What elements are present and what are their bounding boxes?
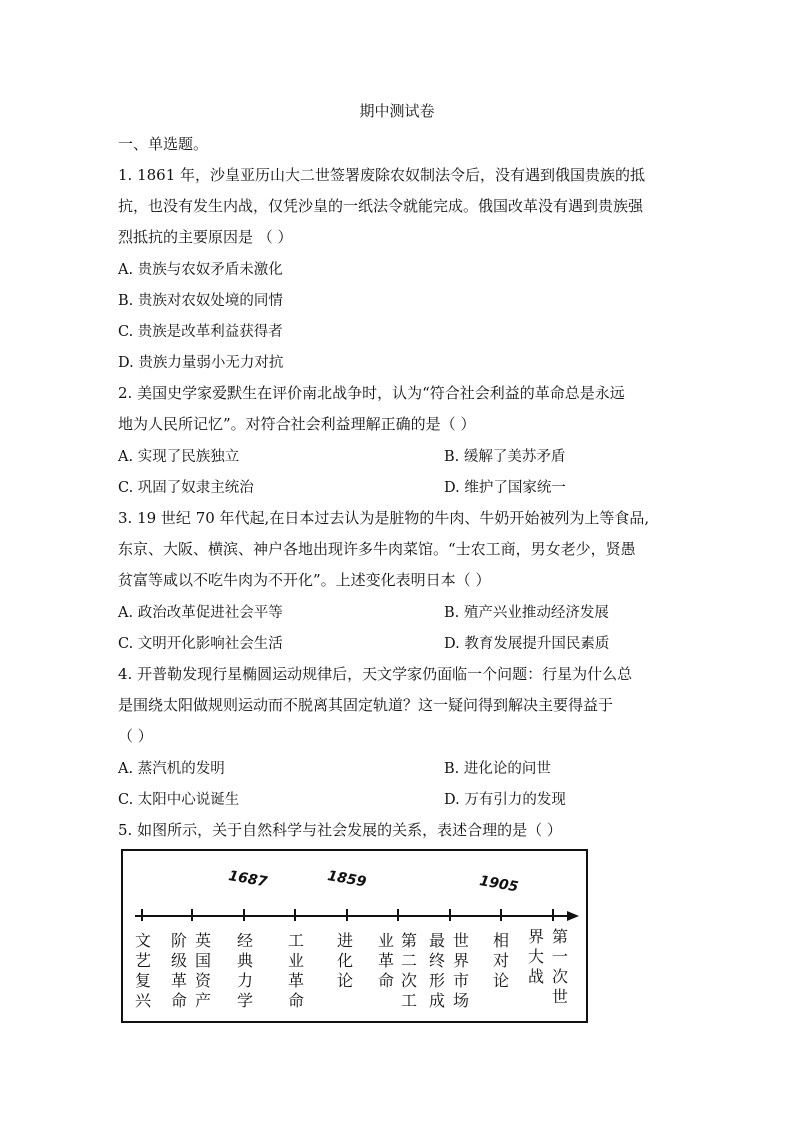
q2-option-d: D. 维护了国家统一 [444, 480, 566, 496]
q2-line-1: 2. 美国史学家爱默生在评价南北战争时，认为“符合社会利益的革命总是永远 [118, 384, 625, 402]
q4-line-3: （ ） [118, 727, 153, 745]
q1-option-a: A. 贵族与农奴矛盾未激化 [118, 262, 283, 278]
q4-option-c: C. 太阳中心说诞生 [118, 792, 240, 808]
q1-line-2: 抗，也没有发生内战，仅凭沙皇的一纸法令就能完成。俄国改革没有遇到贵族强 [118, 197, 644, 215]
year-label-1905: 1905 [478, 873, 520, 896]
q3-line-2: 东京、大阪、横滨、神户各地出现许多牛肉菜馆。“士农工商，男女老少，贤愚 [118, 540, 636, 558]
timeline-label-class-revolution: 阶级革命 [170, 931, 187, 1010]
timeline-label-industry-revolution: 业革命 [377, 931, 394, 990]
q2-line-2: 地为人民所记忆”。对符合社会利益理解正确的是（ ） [118, 415, 476, 433]
section-heading: 一、单选题。 [118, 135, 209, 153]
q3-option-b: B. 殖产兴业推动经济发展 [444, 605, 609, 621]
timeline-figure [121, 849, 588, 1023]
q3-option-c: C. 文明开化影响社会生活 [118, 636, 283, 652]
page-title: 期中测试卷 [359, 102, 435, 120]
q3-line-3: 贫富等咸以不吃牛肉为不开化”。上述变化表明日本（ ） [118, 571, 491, 589]
q4-option-d: D. 万有引力的发现 [444, 792, 566, 808]
arrow-head-icon [567, 911, 579, 921]
q2-option-a: A. 实现了民族独立 [118, 449, 240, 465]
q2-option-c: C. 巩固了奴隶主统治 [118, 480, 254, 496]
q5-line-1: 5. 如图所示，关于自然科学与社会发展的关系，表述合理的是（ ） [118, 821, 562, 839]
q1-line-1: 1. 1861 年，沙皇亚历山大二世签署废除农奴制法令后，没有遇到俄国贵族的抵 [118, 166, 646, 184]
q1-line-3: 烈抵抗的主要原因是 （ ） [118, 228, 293, 246]
year-label-1687: 1687 [227, 868, 269, 891]
q3-line-1: 3. 19 世纪 70 年代起,在日本过去认为是脏物的牛肉、牛奶开始被列为上等食品, [118, 509, 650, 527]
timeline-label-industrial-revolution: 工业革命 [287, 931, 304, 1010]
timeline-label-english-bourgeois: 英国资产 [194, 931, 211, 1010]
timeline-label-second-industrial: 第二次工 [400, 931, 417, 1010]
q4-line-1: 4. 开普勒发现行星椭圆运动规律后，天文学家仍面临一个问题：行星为什么总 [118, 665, 633, 683]
timeline-label-final-formation: 最终形成 [428, 931, 445, 1010]
q1-option-b: B. 贵族对农奴处境的同情 [118, 293, 283, 309]
q4-option-b: B. 进化论的问世 [444, 761, 551, 777]
q4-option-a: A. 蒸汽机的发明 [118, 761, 225, 777]
timeline-label-first-world: 第一次世 [551, 927, 568, 1006]
q1-option-c: C. 贵族是改革利益获得者 [118, 324, 283, 340]
q2-option-b: B. 缓解了美苏矛盾 [444, 449, 566, 465]
timeline-label-evolution-theory: 进化论 [336, 931, 353, 990]
year-label-1859: 1859 [326, 868, 368, 891]
q4-line-2: 是围绕太阳做规则运动而不脱离其固定轨道？这一疑问得到解决主要得益于 [118, 696, 614, 714]
timeline-label-relativity: 相对论 [492, 931, 509, 990]
timeline-label-renaissance: 文艺复兴 [134, 931, 151, 1010]
q3-option-d: D. 教育发展提升国民素质 [444, 636, 610, 652]
q3-option-a: A. 政治改革促进社会平等 [118, 605, 283, 621]
timeline-label-world-market: 世界市场 [452, 931, 469, 1010]
timeline-label-classical-mechanics: 经典力学 [236, 931, 253, 1010]
timeline-label-world-war: 界大战 [527, 927, 544, 986]
q1-option-d: D. 贵族力量弱小无力对抗 [118, 355, 284, 371]
